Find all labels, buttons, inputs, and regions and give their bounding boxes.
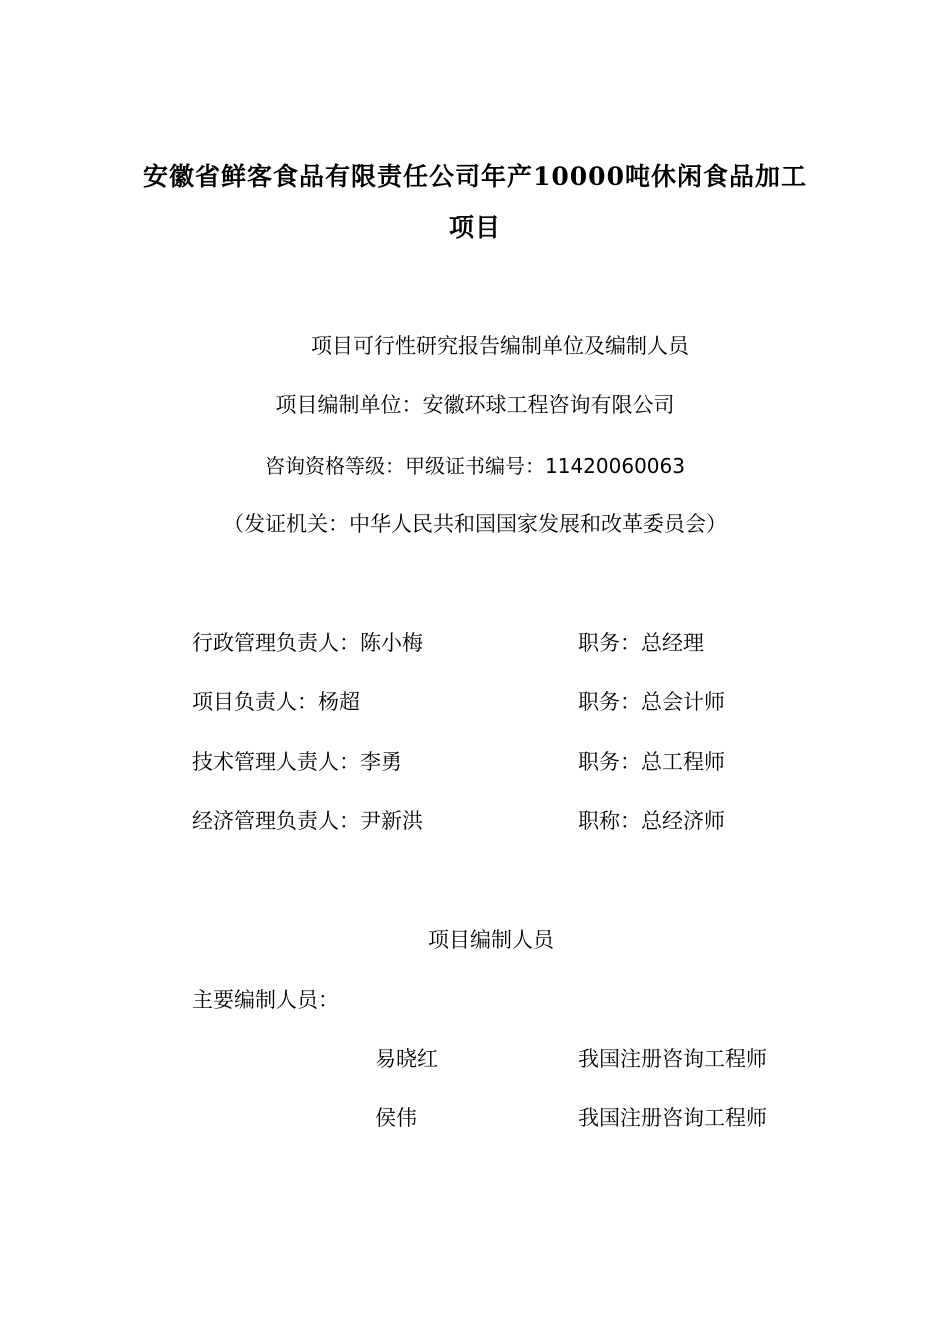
- responsible-person-project: 项目负责人：杨超: [192, 690, 360, 714]
- qualification-certificate: 咨询资格等级：甲级证书编号：11420060063: [265, 454, 685, 478]
- compiling-unit: 项目编制单位：安徽环球工程咨询有限公司: [275, 393, 675, 417]
- responsible-position-economic: 职称：总经济师: [578, 809, 725, 833]
- document-title-line-1: 安徽省鲜客食品有限责任公司年产10000吨休闲食品加工: [143, 162, 807, 191]
- staff-section-title: 项目编制人员: [428, 928, 554, 952]
- info-heading: 项目可行性研究报告编制单位及编制人员: [311, 334, 689, 358]
- responsible-position-technical: 职务：总工程师: [578, 750, 725, 774]
- responsible-position-admin: 职务：总经理: [578, 631, 704, 655]
- responsible-position-project: 职务：总会计师: [578, 690, 725, 714]
- responsible-person-admin: 行政管理负责人：陈小梅: [192, 631, 423, 655]
- staff-member-name: 侯伟: [375, 1106, 417, 1130]
- document-title-line-2: 项目: [448, 213, 501, 242]
- staff-member-role: 我国注册咨询工程师: [578, 1106, 767, 1130]
- responsible-person-economic: 经济管理负责人：尹新洪: [192, 809, 423, 833]
- staff-member-name: 易晓红: [375, 1047, 438, 1071]
- certificate-issuer: （发证机关：中华人民共和国国家发展和改革委员会）: [223, 512, 727, 536]
- responsible-person-technical: 技术管理人责人：李勇: [192, 750, 402, 774]
- main-staff-label: 主要编制人员：: [192, 988, 339, 1012]
- staff-member-role: 我国注册咨询工程师: [578, 1047, 767, 1071]
